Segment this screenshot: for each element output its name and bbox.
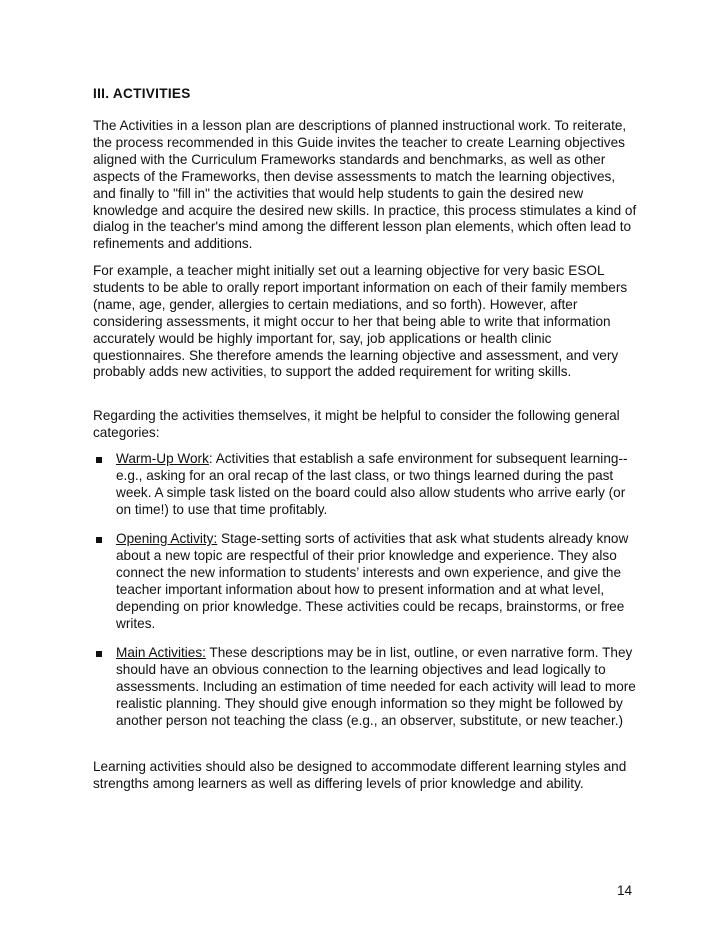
bullet-separator: : bbox=[208, 451, 213, 466]
bullet-item-warm-up bbox=[93, 451, 638, 519]
bullet-term: Main Activities: bbox=[116, 645, 206, 660]
bullet-description: Activities that establish a safe environment for subsequent learning--e.g., asking for an oral recap of the last class, or two things learned during the past week. A simple task listed on the board could also allow students who arrive early (or on time!) to use that time profitably. bbox=[116, 451, 628, 517]
paragraph-intro: The Activities in a lesson plan are descriptions of planned instructional work. To reiterate, the process recommended in this Guide invites the teacher to create Learning objectives aligned with the Curriculum Frameworks standards and benchmarks, as well as other aspects of the Frameworks, then devise assessments to match the learning objectives, and finally to "fill in" the activities that would help students to gain the desired new knowledge and acquire the desired new skills. In practice, this process stimulates a kind of dialog in the teacher's mind among the different lesson plan elements, which often lead to refinements and additions. bbox=[93, 118, 637, 252]
bullet-description: Stage-setting sorts of activities that ask what students already know about a new topic are respectful of their prior knowledge and experience. They also connect the new information to students’ interests and own experience, and give the teacher important information about how to present information and at what level, depending on prior knowledge. These activities could be recaps, brainstorms, or free writes. bbox=[116, 531, 629, 631]
paragraph-example: For example, a teacher might initially set out a learning objective for very basic ESOL students to be able to orally report important information on each of their family members (name, age, gender, allergies to certain mediations, and so forth). However, after considering assessments, it might occur to her that being able to write that information accurately would be highly important for, say, job applications or health clinic questionnaires. She therefore amends the learning objective and assessment, and very probably adds new activities, to support the added requirement for writing skills. bbox=[93, 263, 628, 380]
bullet-description: These descriptions may be in list, outline, or even narrative form. They should have an obvious connection to the learning objectives and lead logically to assessments. Including an estimation of time needed for each activity will lead to more realistic planning. They should give enough information so they might be followed by another person not teaching the class (e.g., an observer, substitute, or new teacher.) bbox=[116, 645, 636, 728]
square-bullet-icon bbox=[96, 537, 102, 543]
page-number: 14 bbox=[617, 883, 633, 898]
paragraph-closing: Learning activities should also be designed to accommodate different learning styles and strengths among learners as well as differing levels of prior knowledge and ability. bbox=[93, 759, 627, 791]
bullet-term: Opening Activity: bbox=[116, 531, 218, 546]
paragraph-categories: Regarding the activities themselves, it might be helpful to consider the following general categories: bbox=[93, 408, 620, 440]
bullet-text bbox=[116, 531, 638, 632]
bullet-text bbox=[116, 451, 638, 519]
bullet-item-opening-activity bbox=[93, 531, 638, 632]
bullet-item-main-activities bbox=[93, 645, 638, 730]
square-bullet-icon bbox=[96, 651, 102, 657]
bullet-term: Warm-Up Work bbox=[116, 451, 209, 466]
square-bullet-icon bbox=[96, 457, 102, 463]
bullet-text bbox=[116, 645, 638, 730]
section-heading: III. ACTIVITIES bbox=[93, 86, 191, 101]
